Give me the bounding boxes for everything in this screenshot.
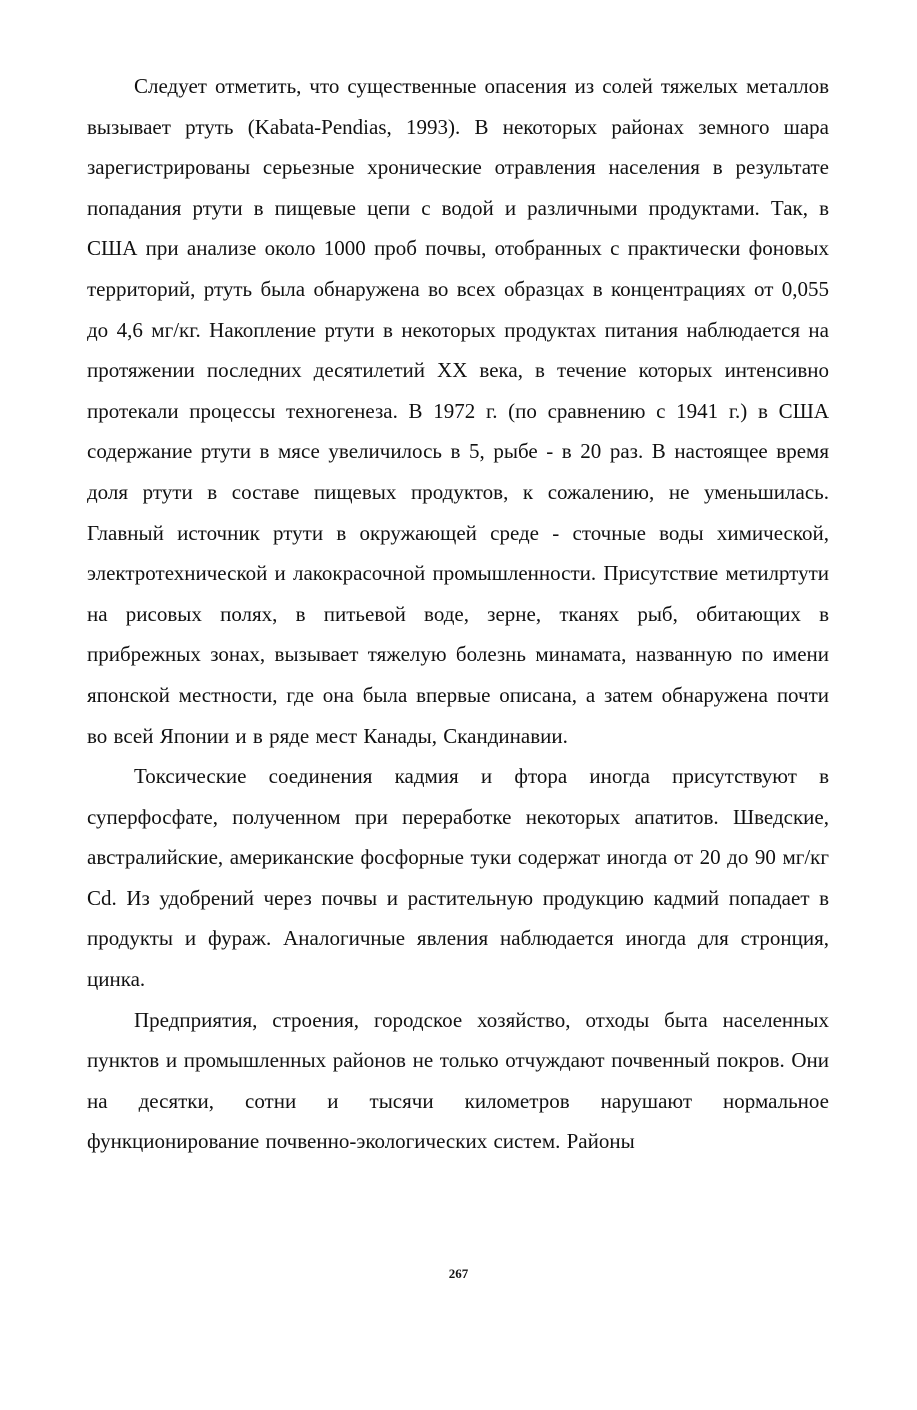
document-page (87, 66, 829, 1162)
paragraph-mercury: Следует отметить, что существенные опасения из солей тяжелых металлов вызывает ртуть (Kabata-Pendias, 1993). В некоторых районах земного шара зарегистрированы серьезные хронические отравления населения в результате попадания ртути в пищевые цепи с водой и различными продуктами. Так, в США при анализе около 1000 проб почвы, отобранных с практически фоновых территорий, ртуть была обнаружена во всех образцах в концентрациях от 0,055 до 4,6 мг/кг. Накопление ртути в некоторых продуктах питания наблюдается на протяжении последних десятилетий XX века, в течение которых интенсивно протекали процессы техногенеза. В 1972 г. (по сравнению с 1941 г.) в США содержание ртути в мясе увеличилось в 5, рыбе - в 20 раз. В настоящее время доля ртути в составе пищевых продуктов, к сожалению, не уменьшилась. Главный источник ртути в окружающей среде - сточные воды химической, электротехнической и лакокрасочной промышленности. Присутствие метилртути на рисовых полях, в питьевой воде, зерне, тканях рыб, обитающих в прибрежных зонах, вызывает тяжелую болезнь минамата, названную по имени японской местности, где она была впервые описана, а затем обнаружена почти во всей Японии и в ряде мест Канады, Скандинавии. (87, 74, 829, 748)
page-number: 267 (448, 1266, 469, 1281)
paragraph-enterprises: Предприятия, строения, городское хозяйство, отходы быта населенных пунктов и промышленных районов не только отчуждают почвенный покров. Они на десятки, сотни и тысячи километров нарушают нормальное функционирование почвенно-экологических систем. Районы (87, 1007, 829, 1154)
paragraph-cadmium-fluorine: Токсические соединения кадмия и фтора иногда присутствуют в суперфосфате, полученном при переработке некоторых апатитов. Шведские, австралийские, американские фосфорные туки содержат иногда от 20 до 90 мг/кг Cd. Из удобрений через почвы и растительную продукцию кадмий попадает в продукты и фураж. Аналогичные явления наблюдается иногда для стронция, цинка. (87, 764, 829, 992)
